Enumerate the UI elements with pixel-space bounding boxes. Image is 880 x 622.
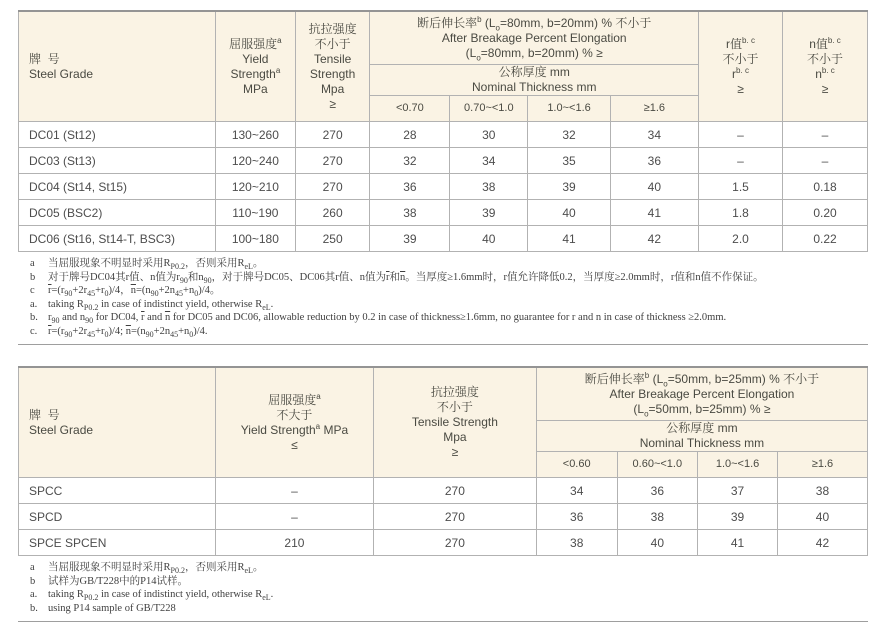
elongation-cell: 36 — [617, 478, 698, 504]
table-row — [19, 504, 868, 530]
col-header-elongation-group: 断后伸长率$^b$ ($L_o=50mm$, b=25mm) % 不小于 After Breakage Percent Elongation ($L_o=50mm$, b=25mm) % ≥ — [536, 367, 867, 421]
footnote-text: $\overline{r}=(r_{90}+2r_{45}+r_0)/4$; $\overline{n}=(n_{90}+2n_{45}+n_0)/4$. — [48, 325, 208, 338]
footnote-line — [30, 588, 868, 602]
col-header-nominal-thickness: 公称厚度 mm Nominal Thickness mm — [536, 421, 867, 452]
yield-cell: 210 — [215, 530, 373, 556]
elongation-cell: 40 — [528, 200, 610, 226]
yield-cell: 120~210 — [215, 174, 295, 200]
col-header-yield-strength: 屈服强度$^a$ 不大于 Yield Strength$^a$ MPa ≤ — [215, 367, 373, 478]
footnote-marker: a. — [30, 589, 38, 600]
n-value-cell: – — [783, 148, 868, 174]
steel-grade-cell: DC04 (St14, St15) — [19, 174, 216, 200]
footnote-line — [30, 311, 868, 325]
table-row — [19, 478, 868, 504]
footnote-text: taking $R_{P0.2}$ in case of indistinct yield, otherwise $R_{eL}$. — [48, 589, 274, 602]
r-value-cell: 2.0 — [698, 226, 782, 252]
footnote-line — [30, 271, 868, 285]
col-header-thickness-range-2: 0.70~<1.0 — [450, 96, 528, 122]
n-value-cell: – — [783, 122, 868, 148]
elongation-cell: 39 — [450, 200, 528, 226]
table-row — [19, 530, 868, 556]
elongation-cell: 32 — [528, 122, 610, 148]
elongation-cell: 38 — [370, 200, 450, 226]
header-row-group — [19, 367, 868, 421]
footnote-text: 试样为GB/T228中的P14试样。 — [48, 575, 189, 587]
elongation-cell: 28 — [370, 122, 450, 148]
steel-grade-cell: DC03 (St13) — [19, 148, 216, 174]
footnote-marker: a. — [30, 298, 38, 310]
steel-grade-cell: DC05 (BSC2) — [19, 200, 216, 226]
yield-cell: 110~190 — [215, 200, 295, 226]
col-header-thickness-range-4: ≥1.6 — [610, 96, 698, 122]
steel-grade-cell: SPCE SPCEN — [19, 530, 216, 556]
footnote-line — [30, 257, 868, 271]
col-header-yield-strength: 屈服强度$^a$ Yield Strength$^a$ MPa — [215, 11, 295, 122]
r-value-cell: 1.5 — [698, 174, 782, 200]
elongation-cell: 36 — [370, 174, 450, 200]
col-header-thickness-range-1: <0.70 — [370, 96, 450, 122]
table-row — [19, 174, 868, 200]
footnote-marker: a — [30, 258, 35, 269]
header-row-group — [19, 11, 868, 65]
footnote-marker: b — [30, 271, 36, 283]
elongation-cell: 32 — [370, 148, 450, 174]
col-header-thickness-range-2: 0.60~<1.0 — [617, 452, 698, 478]
table-row — [19, 122, 868, 148]
r-value-cell: – — [698, 122, 782, 148]
col-header-steel-grade: 牌 号 Steel Grade — [19, 367, 216, 478]
footnote-line — [30, 284, 868, 298]
table-row — [19, 200, 868, 226]
tensile-cell: 270 — [295, 148, 370, 174]
table-row — [19, 226, 868, 252]
spc-grades-table — [18, 366, 868, 556]
yield-cell: – — [215, 504, 373, 530]
elongation-cell: 41 — [528, 226, 610, 252]
table1-footnotes — [18, 252, 868, 345]
n-value-cell: 0.22 — [783, 226, 868, 252]
col-header-thickness-range-3: 1.0~<1.6 — [698, 452, 778, 478]
footnote-text: taking $R_{P0.2}$ in case of indistinct yield, otherwise $R_{eL}$. — [48, 298, 274, 311]
elongation-cell: 38 — [450, 174, 528, 200]
footnote-marker: b. — [30, 602, 38, 614]
col-header-tensile-strength: 抗拉强度 不小于 Tensile Strength Mpa ≥ — [295, 11, 370, 122]
col-header-steel-grade: 牌 号 Steel Grade — [19, 11, 216, 122]
footnote-line — [30, 575, 868, 589]
tensile-cell: 270 — [295, 174, 370, 200]
yield-cell: 120~240 — [215, 148, 295, 174]
elongation-cell: 34 — [450, 148, 528, 174]
col-header-n-value: n值$^{b. c}$ 不小于 $n^{b. c}$ ≥ — [783, 11, 868, 122]
elongation-cell: 39 — [698, 504, 778, 530]
col-header-elongation-group: 断后伸长率$^b$ ($L_o=80mm$, b=20mm) % 不小于 After Breakage Percent Elongation ($L_o=80mm$, b=20mm) % ≥ — [370, 11, 699, 65]
r-value-cell: – — [698, 148, 782, 174]
col-header-thickness-range-1: <0.60 — [536, 452, 617, 478]
elongation-cell: 40 — [777, 504, 867, 530]
steel-grade-cell: SPCC — [19, 478, 216, 504]
tensile-cell: 270 — [373, 478, 536, 504]
col-header-r-value: r值$^{b. c}$ 不小于 $r^{b. c}$ ≥ — [698, 11, 782, 122]
table2-footnotes — [18, 556, 868, 622]
elongation-cell: 36 — [610, 148, 698, 174]
col-header-thickness-range-4: ≥1.6 — [777, 452, 867, 478]
elongation-cell: 42 — [777, 530, 867, 556]
elongation-cell: 39 — [528, 174, 610, 200]
footnote-line — [30, 602, 868, 616]
footnote-text: 对于牌号DC04其r值、n值为$r_{90}$和$n_{90}$，对于牌号DC05、DC06其r值、n值为$\overline{r}$和$\overline{n}$。当厚度≥1.6mm时，r值允许降低0.2，当厚度≥2.0mm时，r值和n值不作保证。 — [48, 271, 764, 284]
elongation-cell: 38 — [617, 504, 698, 530]
yield-cell: 100~180 — [215, 226, 295, 252]
table-row — [19, 148, 868, 174]
footnote-text: $\overline{r}=(r_{90}+2r_{45}+r_0)/4$，$\overline{n}=(n_{90}+2n_{45}+n_0)/4$。 — [48, 285, 221, 298]
footnote-marker: a — [30, 562, 35, 573]
table-separator — [18, 345, 868, 366]
elongation-cell: 41 — [698, 530, 778, 556]
elongation-cell: 35 — [528, 148, 610, 174]
tensile-cell: 250 — [295, 226, 370, 252]
steel-grade-cell: DC06 (St16, St14-T, BSC3) — [19, 226, 216, 252]
col-header-thickness-range-3: 1.0~<1.6 — [528, 96, 610, 122]
col-header-nominal-thickness: 公称厚度 mm Nominal Thickness mm — [370, 65, 699, 96]
elongation-cell: 34 — [536, 478, 617, 504]
footnote-text: using P14 sample of GB/T228 — [48, 602, 176, 614]
footnote-marker: c. — [30, 325, 38, 337]
footnote-line — [30, 325, 868, 339]
footnote-text: 当屈服现象不明显时采用$R_{P0.2}$，否则采用$R_{eL}$。 — [48, 562, 264, 575]
steel-grade-cell: SPCD — [19, 504, 216, 530]
footnote-marker: c — [30, 285, 35, 296]
elongation-cell: 40 — [450, 226, 528, 252]
elongation-cell: 37 — [698, 478, 778, 504]
elongation-cell: 42 — [610, 226, 698, 252]
footnote-text: $r_{90}$ and $n_{90}$ for DC04, $\overline{r}$ and $\overline{n}$ for DC05 and DC06, allowable reduction by 0.2 in case of thickness≥1.6mm, no guarantee for r and n in case of thickness ≥2.0mm. — [48, 312, 727, 325]
elongation-cell: 30 — [450, 122, 528, 148]
n-value-cell: 0.18 — [783, 174, 868, 200]
elongation-cell: 41 — [610, 200, 698, 226]
elongation-cell: 34 — [610, 122, 698, 148]
elongation-cell: 36 — [536, 504, 617, 530]
elongation-cell: 38 — [777, 478, 867, 504]
yield-cell: 130~260 — [215, 122, 295, 148]
steel-grade-cell: DC01 (St12) — [19, 122, 216, 148]
tensile-cell: 270 — [373, 504, 536, 530]
document — [18, 10, 868, 622]
elongation-cell: 38 — [536, 530, 617, 556]
footnote-line — [30, 298, 868, 312]
footnote-marker: b — [30, 575, 36, 587]
elongation-cell: 40 — [617, 530, 698, 556]
tensile-cell: 270 — [373, 530, 536, 556]
col-header-tensile-strength: 抗拉强度 不小于 Tensile Strength Mpa ≥ — [373, 367, 536, 478]
footnote-marker: b. — [30, 312, 38, 323]
elongation-cell: 39 — [370, 226, 450, 252]
dc-grades-table — [18, 10, 868, 252]
footnote-line — [30, 561, 868, 575]
tensile-cell: 260 — [295, 200, 370, 226]
n-value-cell: 0.20 — [783, 200, 868, 226]
yield-cell: – — [215, 478, 373, 504]
tensile-cell: 270 — [295, 122, 370, 148]
r-value-cell: 1.8 — [698, 200, 782, 226]
elongation-cell: 40 — [610, 174, 698, 200]
footnote-text: 当屈服现象不明显时采用$R_{P0.2}$，否则采用$R_{eL}$。 — [48, 258, 264, 271]
